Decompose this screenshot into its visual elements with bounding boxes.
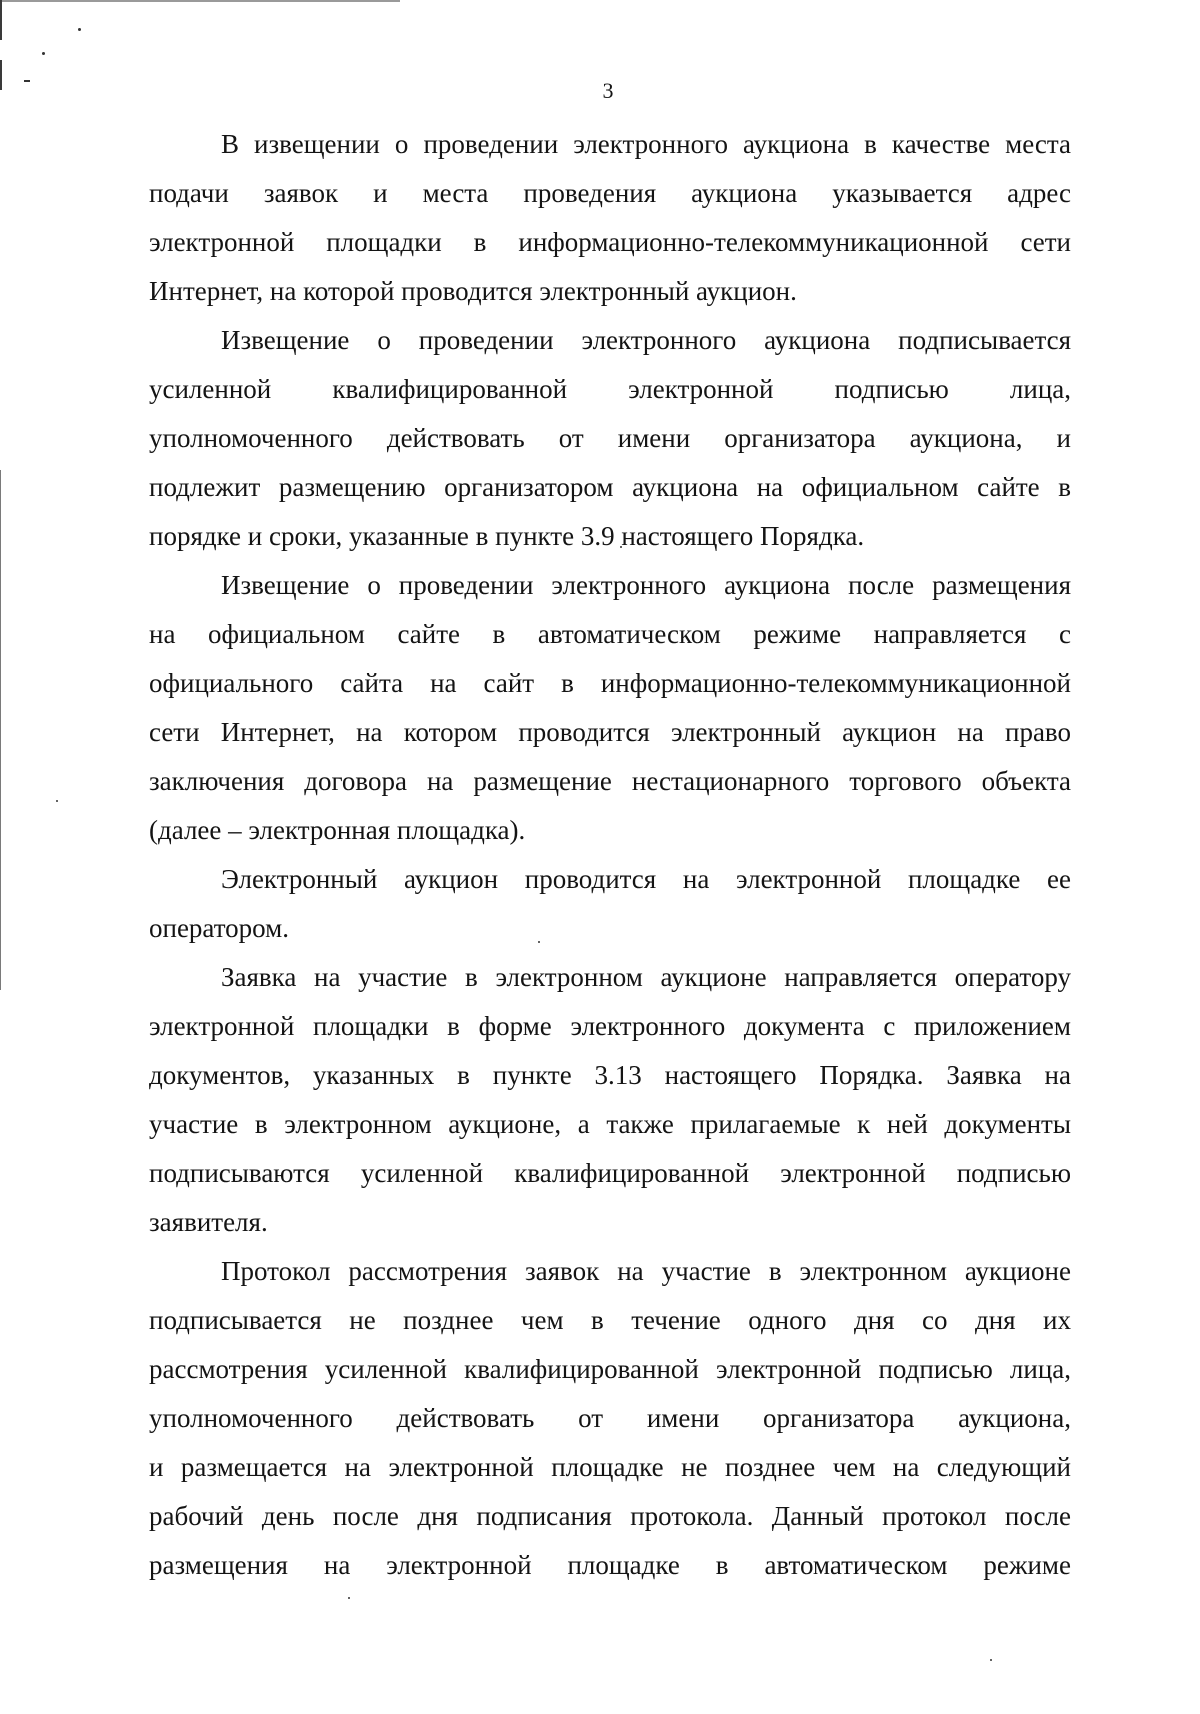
text-line: заявителя. [149,1207,268,1237]
text-line: участие в электронном аукционе, а также прилагаемые к ней документы [149,1109,1071,1139]
text-line: (далее – электронная площадка). [149,815,526,845]
scan-dot [990,1659,992,1661]
scan-left-edge [0,0,2,40]
text-line: рассмотрения усиленной квалифицированной электронной подписью лица, [149,1354,1071,1384]
scan-dot [42,52,45,55]
text-line: подписывается не позднее чем в течение одного дня со дня их [149,1305,1071,1335]
text-line: электронной площадки в форме электронного документа с приложением [149,1011,1071,1041]
text-line: подачи заявок и места проведения аукциона указывается адрес [149,178,1071,208]
paragraph [149,855,1071,953]
text-line: В извещении о проведении электронного аукциона в качестве места [221,129,1071,159]
text-line: подписываются усиленной квалифицированной электронной подписью [149,1158,1071,1188]
scan-dot [56,800,58,802]
text-line: электронной площадки в информационно-телекоммуникационной сети [149,227,1071,257]
text-line: усиленной квалифицированной электронной подписью лица, [149,374,1071,404]
page-number: 3 [602,78,614,103]
paragraph [149,316,1071,561]
scan-dot [348,1597,350,1599]
text-line: и размещается на электронной площадке не позднее чем на следующий [149,1452,1071,1482]
text-line: подлежит размещению организатором аукциона на официальном сайте в [149,472,1071,502]
text-line: Протокол рассмотрения заявок на участие в электронном аукционе [221,1256,1071,1286]
scan-left-edge [0,470,1,990]
text-line: Интернет, на которой проводится электронный аукцион. [149,276,797,306]
document-body [149,120,1071,1590]
paragraph [149,561,1071,855]
paragraph [149,120,1071,316]
text-line: порядке и сроки, указанные в пункте 3.9 настоящего Порядка. [149,521,865,551]
text-line: документов, указанных в пункте 3.13 настоящего Порядка. Заявка на [149,1060,1071,1090]
text-line: уполномоченного действовать от имени организатора аукциона, [149,1403,1071,1433]
text-line: Извещение о проведении электронного аукциона подписывается [221,325,1071,355]
text-line: размещения на электронной площадке в автоматическом режиме [149,1550,1071,1580]
text-line: оператором. [149,913,289,943]
text-line: рабочий день после дня подписания протокола. Данный протокол после [149,1501,1071,1531]
scan-top-rule [0,0,400,2]
text-line: Извещение о проведении электронного аукциона после размещения [221,570,1071,600]
paragraph [149,1247,1071,1590]
text-line: на официальном сайте в автоматическом режиме направляется с [149,619,1071,649]
text-line: Электронный аукцион проводится на электронной площадке ее [221,864,1071,894]
scan-dot [78,28,81,31]
paragraph [149,953,1071,1247]
text-line: заключения договора на размещение нестационарного торгового объекта [149,766,1071,796]
text-line: официального сайта на сайт в информационно-телекоммуникационной [149,668,1071,698]
text-line: Заявка на участие в электронном аукционе направляется оператору [221,962,1071,992]
text-line: сети Интернет, на котором проводится электронный аукцион на право [149,717,1071,747]
text-line: уполномоченного действовать от имени организатора аукциона, и [149,423,1071,453]
